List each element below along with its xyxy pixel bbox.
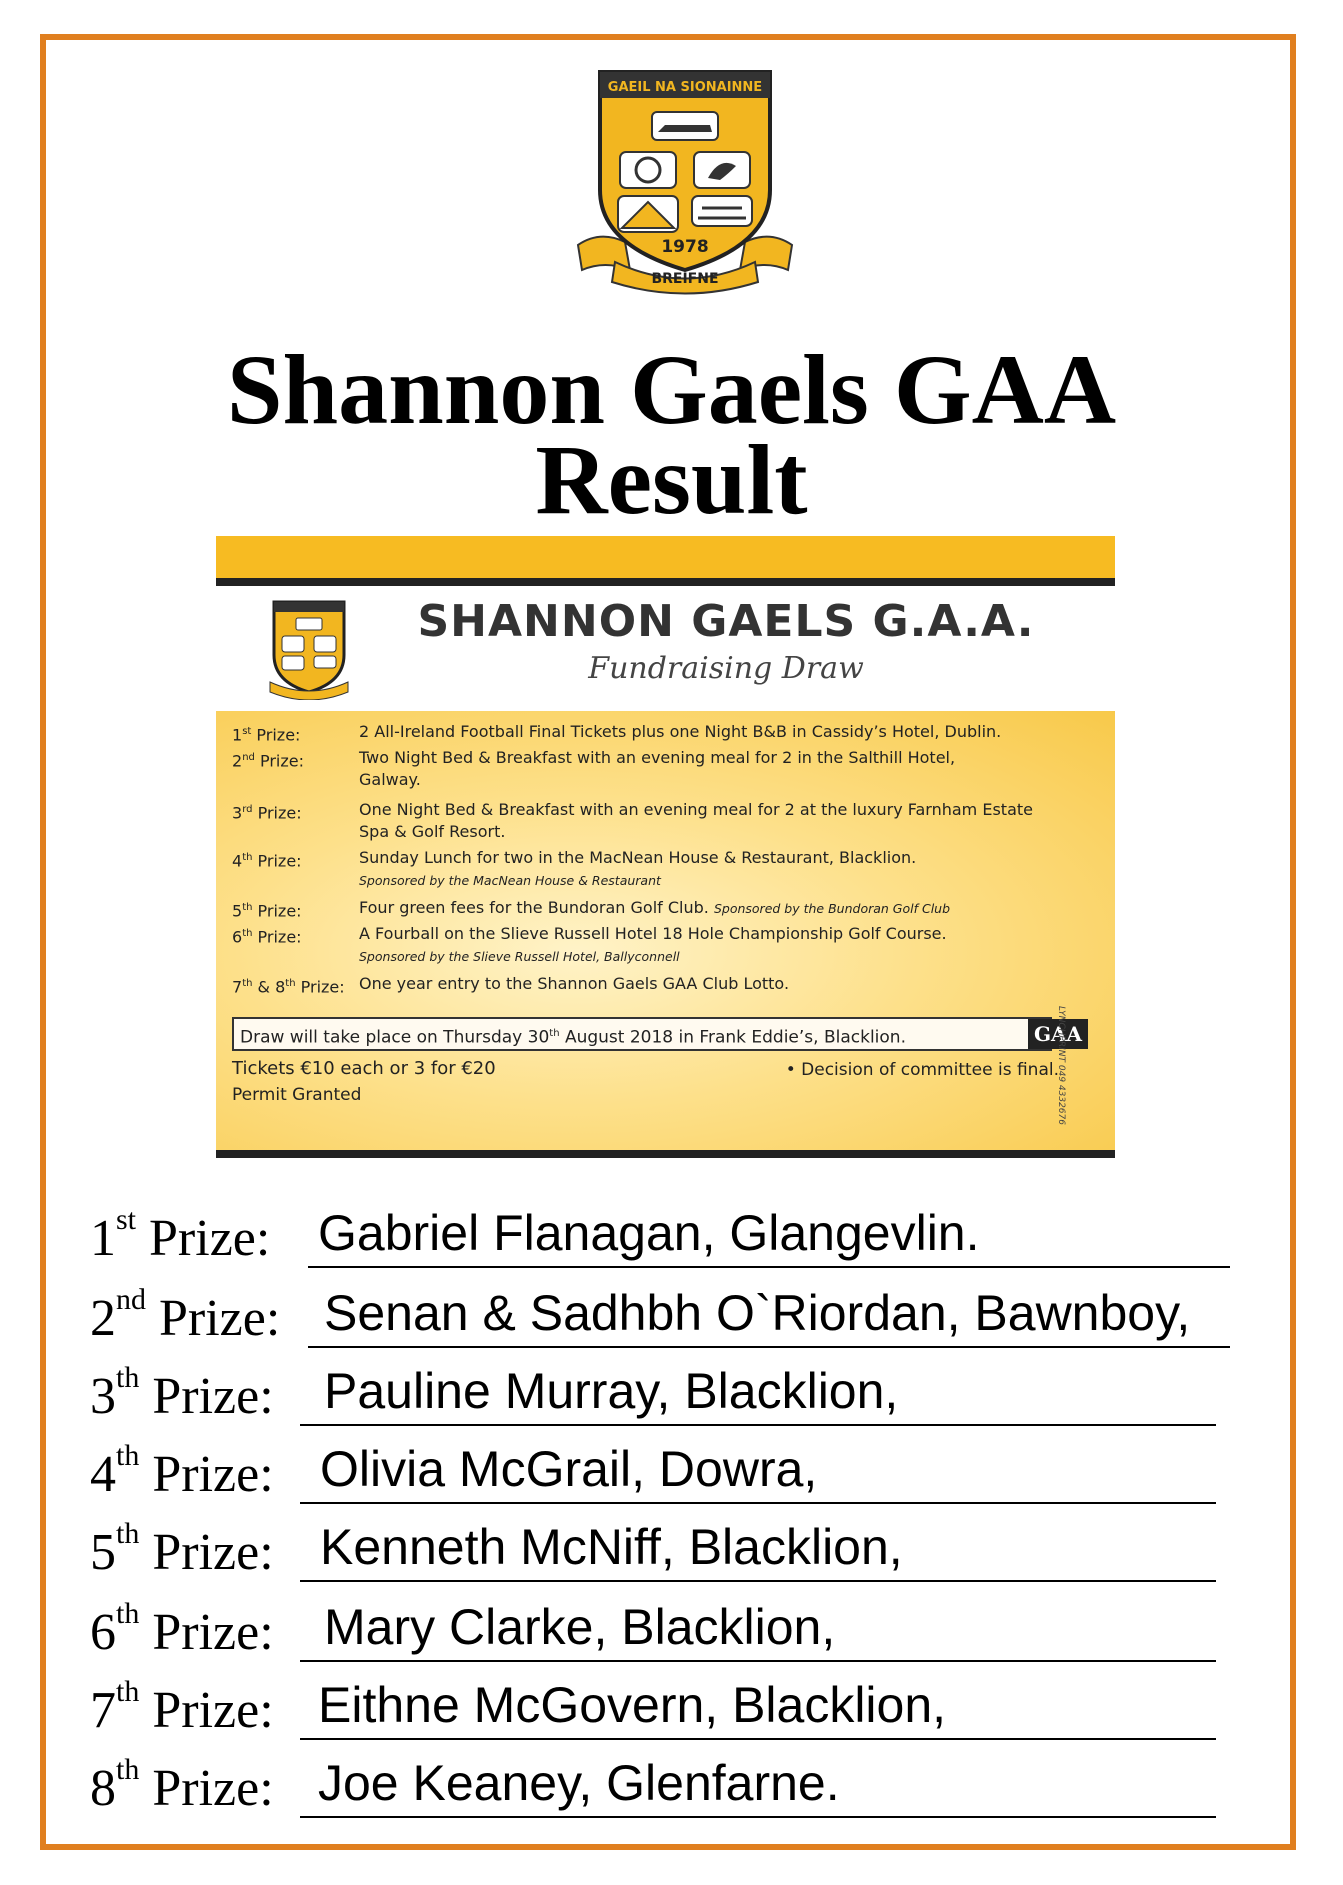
decision-note: • Decision of committee is final. [785,1060,1059,1080]
winner-name: Joe Keaney, Glenfarne. [318,1755,840,1811]
flyer-prize-panel: 1st Prize: 2 All-Ireland Football Final Tickets plus one Night B&B in Cassidy’s Hotel, Dublin. 2nd Prize: Two Night Bed & Breakfast with an evening meal for 2 in the Salthill Hotel, Galway. 3rd Prize: One Night Bed & Breakfast with an evening meal for 2 at the luxury Farnham Estate Spa & Golf Resort. 4th Prize: Sunday Lunch for two in the MacNean House & Restaurant, Blacklion. Sponsored by the MacNean House & Restaurant 5th Prize: Four green fees for the Bundoran Golf Club. Sponsored by the Bundoran Golf Club 6th Prize: A Fourball on the Slieve Russell Hotel 18 Hole Championship Golf Course. Sponsored by the Slieve Russell Hotel, Ballyconnell 7th & 8th Prize: One year entry to the Shannon Gaels GAA Club Lotto. [216,711,1115,1150]
answer-line [300,1502,1216,1504]
crest-top-text: GAEIL NA SIONAINNE [607,80,763,95]
crest-banner-text: BREIFNE [651,271,719,287]
prize-ordinal: 2nd Prize: [90,1283,281,1347]
flyer-crest-icon [268,600,350,700]
flyer-top-band [216,536,1115,578]
crest-year: 1978 [661,237,709,257]
winner-name: Senan & Sadhbh O`Riordan, Bawnboy, [324,1285,1191,1341]
flyer-subheading: Fundraising Draw [588,651,864,686]
page-title: Shannon Gaels GAA [226,334,1117,445]
result-row-6 [90,1590,1310,1670]
answer-line [300,1660,1216,1662]
result-row-3 [90,1354,1310,1434]
prize-ordinal: 4th Prize: [90,1439,274,1503]
result-row-5 [90,1510,1310,1590]
flyer-top-divider [216,578,1115,586]
prize-ordinal: 1st Prize: [90,1203,271,1267]
permit-note: Permit Granted [232,1085,362,1105]
winner-name: Kenneth McNiff, Blacklion, [320,1519,903,1575]
result-row-4 [90,1432,1310,1512]
answer-line [308,1266,1230,1268]
answer-line [300,1738,1216,1740]
answer-line [300,1816,1216,1818]
flyer-bottom-divider [216,1150,1115,1158]
prize-ordinal: 5th Prize: [90,1517,274,1581]
result-row-1 [90,1196,1310,1276]
flyer-heading: SHANNON GAELS G.A.A. [417,596,1035,647]
draw-details-box: Draw will take place on Thursday 30th August 2018 in Frank Eddie’s, Blacklion. [232,1017,1052,1051]
winner-name: Pauline Murray, Blacklion, [324,1363,899,1419]
winner-name: Mary Clarke, Blacklion, [324,1599,836,1655]
printer-credit: LYNCHPRINT 049 4332676 [1056,1006,1066,1125]
club-crest-icon [570,70,800,295]
winner-name: Eithne McGovern, Blacklion, [318,1677,947,1733]
answer-line [300,1424,1216,1426]
gaa-logo-icon: GAA [1028,1019,1088,1049]
result-row-7 [90,1668,1310,1748]
prize-ordinal: 7th Prize: [90,1675,274,1739]
prize-ordinal: 6th Prize: [90,1597,274,1661]
answer-line [308,1346,1230,1348]
fundraising-flyer [216,536,1115,1162]
prize-ordinal: 8th Prize: [90,1753,274,1817]
ticket-price: Tickets €10 each or 3 for €20 [232,1058,496,1079]
page-subtitle: Result [535,424,808,535]
winner-name: Olivia McGrail, Dowra, [320,1441,818,1497]
result-row-2 [90,1276,1310,1356]
winner-name: Gabriel Flanagan, Glangevlin. [318,1205,980,1261]
result-row-8 [90,1746,1310,1826]
answer-line [300,1580,1216,1582]
prize-ordinal: 3th Prize: [90,1361,274,1425]
